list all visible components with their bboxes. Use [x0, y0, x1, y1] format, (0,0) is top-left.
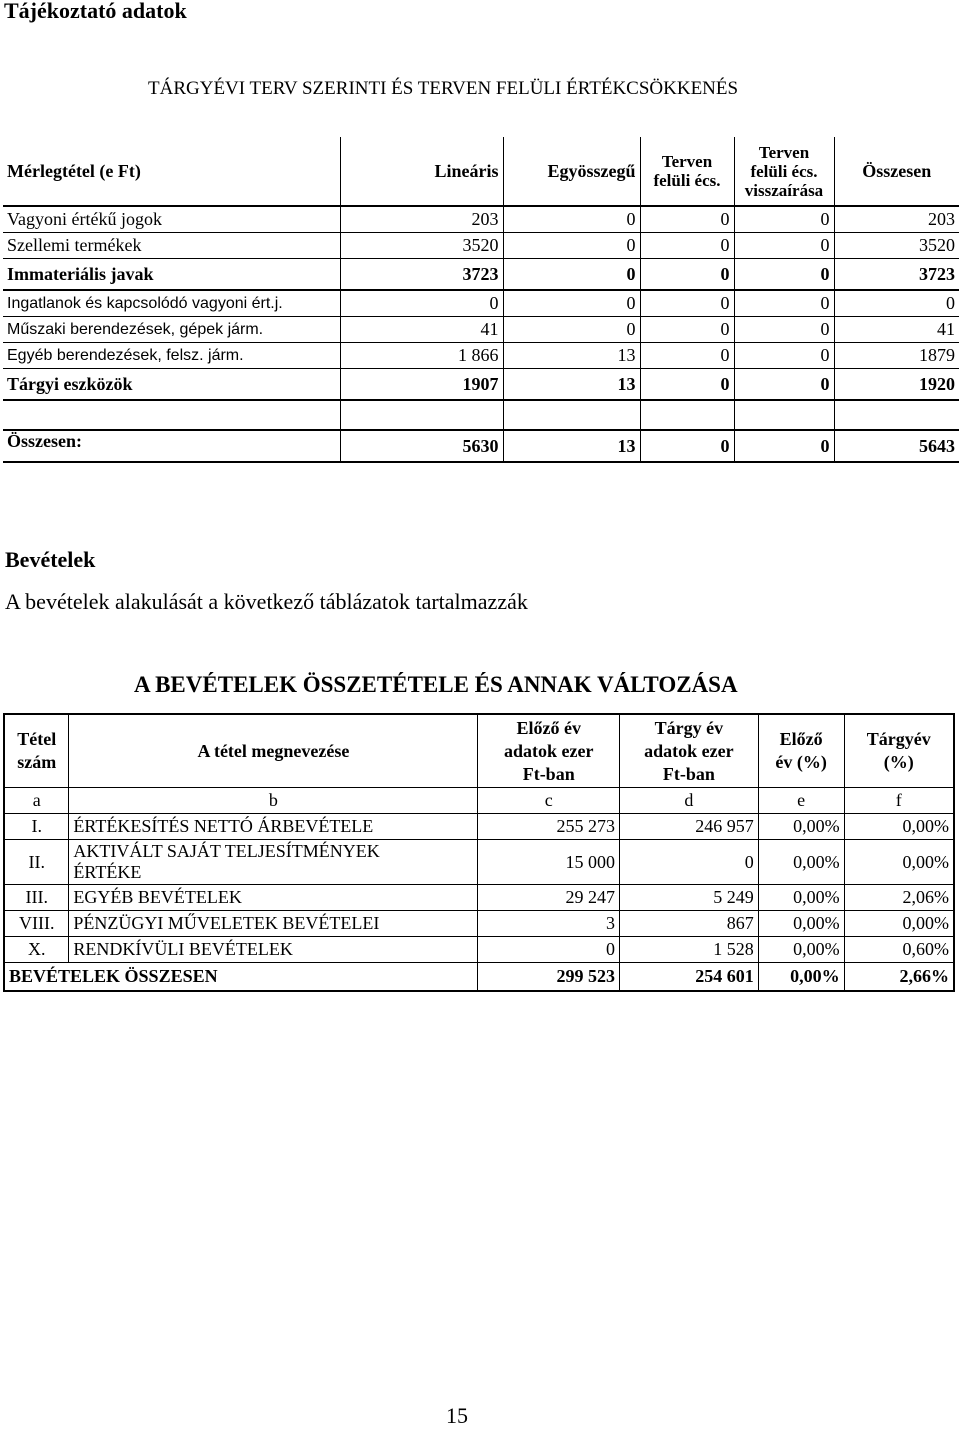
- cell: 13: [503, 430, 640, 462]
- cell: 0: [503, 259, 640, 291]
- header-cell: Tétel szám: [4, 714, 69, 788]
- table-row: [4, 911, 954, 937]
- cell: 5 249: [620, 885, 759, 911]
- cell: 5630: [340, 430, 503, 462]
- table-row: [3, 290, 959, 317]
- header-cell: Terven felüli écs. visszaírása: [734, 137, 834, 206]
- cell: 1920: [834, 369, 959, 401]
- page-number: 15: [446, 1403, 468, 1428]
- cell: 255 273: [478, 814, 620, 840]
- empty-cell: [3, 400, 340, 430]
- cell: 41: [340, 317, 503, 343]
- item-name: AKTIVÁLT SAJÁT TELJESÍTMÉNYEK ÉRTÉKE: [69, 840, 478, 885]
- cell: 5643: [834, 430, 959, 462]
- header-cell: Összesen: [834, 137, 959, 206]
- cell: 0: [734, 343, 834, 369]
- table-row: [3, 343, 959, 369]
- cell: 203: [340, 206, 503, 233]
- table-row: [4, 814, 954, 840]
- cell: 1879: [834, 343, 959, 369]
- cell: 0,00%: [844, 840, 954, 885]
- cell: 3723: [834, 259, 959, 291]
- table-header-row: [4, 714, 954, 788]
- cell: 0: [734, 233, 834, 259]
- cell: 867: [620, 911, 759, 937]
- column-letter-row: [4, 788, 954, 814]
- cell: 3: [478, 911, 620, 937]
- column-letter: a: [4, 788, 69, 814]
- cell: 0: [640, 233, 734, 259]
- section-intro: A bevételek alakulását a következő táblázatok tartalmazzák: [5, 589, 528, 614]
- cell: 0: [640, 290, 734, 317]
- cell: 0,00%: [758, 937, 844, 963]
- cell: 0: [734, 317, 834, 343]
- table-total-row: [4, 963, 954, 992]
- cell: 15 000: [478, 840, 620, 885]
- cell: 41: [834, 317, 959, 343]
- item-number: I.: [4, 814, 69, 840]
- spacer-row: [3, 400, 959, 430]
- column-letter: e: [758, 788, 844, 814]
- cell: 0: [640, 206, 734, 233]
- cell: 0: [503, 290, 640, 317]
- section-heading: Bevételek: [5, 547, 96, 572]
- cell: 3723: [340, 259, 503, 291]
- header-cell: Mérlegtétel (e Ft): [3, 137, 340, 206]
- header-cell: Terven felüli écs.: [640, 137, 734, 206]
- item-name: PÉNZÜGYI MŰVELETEK BEVÉTELEI: [69, 911, 478, 937]
- table-row: [3, 206, 959, 233]
- cell: 0: [640, 369, 734, 401]
- cell: 0,00%: [758, 814, 844, 840]
- row-label: Vagyoni értékű jogok: [3, 206, 340, 233]
- table-row: [4, 885, 954, 911]
- page-header-title: Tájékoztató adatok: [4, 0, 187, 23]
- cell: 0: [734, 430, 834, 462]
- cell: 299 523: [478, 963, 620, 992]
- cell: 0: [734, 369, 834, 401]
- table-total-row: [3, 430, 959, 462]
- table-row: [4, 937, 954, 963]
- header-cell: Egyösszegű: [503, 137, 640, 206]
- cell: 2,66%: [844, 963, 954, 992]
- cell: 0: [478, 937, 620, 963]
- item-number: III.: [4, 885, 69, 911]
- header-cell: Előző év (%): [758, 714, 844, 788]
- empty-cell: [834, 400, 959, 430]
- column-letter: c: [478, 788, 620, 814]
- cell: 254 601: [620, 963, 759, 992]
- column-letter: d: [620, 788, 759, 814]
- cell: 1 866: [340, 343, 503, 369]
- cell: 0: [503, 233, 640, 259]
- row-label: Műszaki berendezések, gépek járm.: [3, 317, 340, 343]
- cell: 0,00%: [758, 911, 844, 937]
- cell: 0: [640, 430, 734, 462]
- empty-cell: [734, 400, 834, 430]
- cell: 246 957: [620, 814, 759, 840]
- item-name: ÉRTÉKESÍTÉS NETTÓ ÁRBEVÉTELE: [69, 814, 478, 840]
- item-name: EGYÉB BEVÉTELEK: [69, 885, 478, 911]
- cell: 0: [640, 343, 734, 369]
- cell: 0: [340, 290, 503, 317]
- cell: 0,00%: [844, 814, 954, 840]
- empty-cell: [503, 400, 640, 430]
- table-row: [3, 369, 959, 401]
- header-cell: Tárgy év adatok ezer Ft-ban: [620, 714, 759, 788]
- cell: 0: [734, 206, 834, 233]
- cell: 3520: [340, 233, 503, 259]
- cell: 0: [640, 317, 734, 343]
- cell: 2,06%: [844, 885, 954, 911]
- column-letter: f: [844, 788, 954, 814]
- cell: 3520: [834, 233, 959, 259]
- cell: 0,00%: [758, 885, 844, 911]
- cell: 1 528: [620, 937, 759, 963]
- item-number: VIII.: [4, 911, 69, 937]
- header-cell: Lineáris: [340, 137, 503, 206]
- depreciation-table-title: TÁRGYÉVI TERV SZERINTI ÉS TERVEN FELÜLI ÉRTÉKCSÖKKENÉS: [148, 78, 739, 99]
- row-label: Szellemi termékek: [3, 233, 340, 259]
- column-letter: b: [69, 788, 478, 814]
- row-label: Ingatlanok és kapcsolódó vagyoni ért.j.: [3, 290, 340, 317]
- cell: 13: [503, 369, 640, 401]
- table-row: [3, 317, 959, 343]
- cell: 0: [734, 290, 834, 317]
- cell: 1907: [340, 369, 503, 401]
- cell: 0: [503, 206, 640, 233]
- item-name: RENDKÍVÜLI BEVÉTELEK: [69, 937, 478, 963]
- cell: 0: [503, 317, 640, 343]
- cell: 0,00%: [758, 963, 844, 992]
- item-number: II.: [4, 840, 69, 885]
- table-row: [3, 259, 959, 291]
- empty-cell: [340, 400, 503, 430]
- revenue-table: [3, 713, 955, 992]
- header-cell: A tétel megnevezése: [69, 714, 478, 788]
- table-row: [3, 233, 959, 259]
- row-label: Tárgyi eszközök: [3, 369, 340, 401]
- total-label: BEVÉTELEK ÖSSZESEN: [4, 963, 478, 992]
- cell: 0,00%: [758, 840, 844, 885]
- cell: 0: [620, 840, 759, 885]
- item-number: X.: [4, 937, 69, 963]
- cell: 0,60%: [844, 937, 954, 963]
- cell: 0,00%: [844, 911, 954, 937]
- cell: 203: [834, 206, 959, 233]
- cell: 0: [834, 290, 959, 317]
- row-label: Egyéb berendezések, felsz. járm.: [3, 343, 340, 369]
- depreciation-table: [3, 137, 959, 463]
- header-cell: Tárgyév (%): [844, 714, 954, 788]
- cell: 0: [734, 259, 834, 291]
- cell: 13: [503, 343, 640, 369]
- table-row: [4, 840, 954, 885]
- revenue-table-title: A BEVÉTELEK ÖSSZETÉTELE ÉS ANNAK VÁLTOZÁSA: [134, 672, 738, 697]
- table-header-row: [3, 137, 959, 206]
- header-cell: Előző év adatok ezer Ft-ban: [478, 714, 620, 788]
- cell: 29 247: [478, 885, 620, 911]
- empty-cell: [640, 400, 734, 430]
- row-label: Immateriális javak: [3, 259, 340, 291]
- cell: 0: [640, 259, 734, 291]
- row-label: Összesen:: [3, 430, 340, 462]
